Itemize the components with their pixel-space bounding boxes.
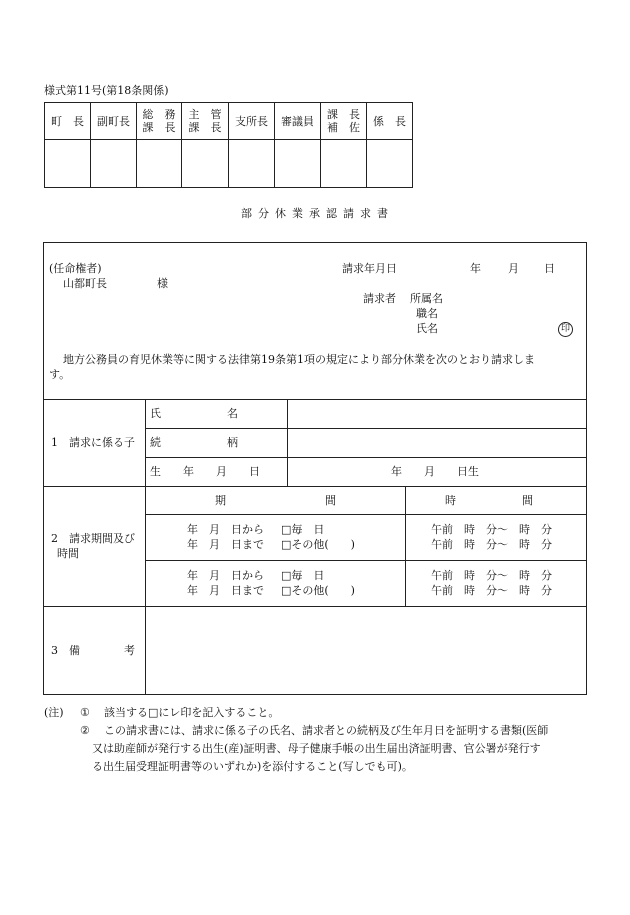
period2-from[interactable]: 年 月 日から — [187, 569, 264, 582]
request-date-day[interactable]: 日 — [544, 262, 555, 275]
approval-header-shingiin: 審議員 — [275, 103, 321, 140]
child-name-field[interactable] — [289, 401, 585, 427]
request-date-label: 請求年月日 — [342, 262, 397, 275]
period2-daily-checkbox[interactable]: □毎 日 — [281, 569, 325, 582]
post-label: 職名 — [416, 307, 438, 320]
time-header: 時 間 — [445, 494, 533, 507]
seal-mark-icon: 印 — [558, 322, 573, 337]
child-relation-field[interactable] — [289, 430, 585, 456]
period1-from[interactable]: 年 月 日から — [187, 523, 264, 536]
section3-title: 3 備 考 — [51, 644, 135, 657]
period1-time1[interactable]: 午前 時 分～ 時 分 — [431, 523, 552, 536]
child-relation-label: 続 柄 — [150, 436, 238, 449]
stamp-box-shukan[interactable] — [182, 140, 229, 188]
stamp-box-shishocho[interactable] — [229, 140, 275, 188]
divider-s1-b — [145, 457, 587, 458]
child-name-label: 氏 名 — [150, 407, 238, 420]
period2-to[interactable]: 年 月 日まで — [187, 584, 264, 597]
vline-s1-value — [287, 399, 288, 486]
child-birth-label: 生 年 月 日 — [150, 465, 260, 478]
approval-header-choucho: 町 長 — [45, 103, 91, 140]
period1-other-checkbox[interactable]: □その他( ) — [281, 538, 355, 551]
stamp-box-kakaricho[interactable] — [367, 140, 413, 188]
divider-s1-end — [43, 486, 587, 487]
period2-other-checkbox[interactable]: □その他( ) — [281, 584, 355, 597]
approval-header-shukan: 主 管 課 長 — [182, 103, 229, 140]
divider-s2-end — [43, 606, 587, 607]
section2-title: 2 請求期間及び — [51, 532, 135, 545]
section1-title: 1 請求に係る子 — [51, 436, 135, 449]
request-date-month[interactable]: 月 — [508, 262, 519, 275]
period2-time1[interactable]: 午前 時 分～ 時 分 — [431, 569, 552, 582]
period-header: 期 間 — [215, 494, 336, 507]
vline-label-col — [145, 399, 146, 695]
section2-title-cont: 時間 — [57, 547, 79, 560]
period1-time2[interactable]: 午前 時 分～ 時 分 — [431, 538, 552, 551]
note2-text-cont2: る出生届受理証明書等のいずれか)を添付すること(写しでも可)。 — [92, 760, 413, 773]
requester-label: 請求者 — [363, 292, 396, 305]
approval-header-kakaricho: 係 長 — [367, 103, 413, 140]
form-number: 様式第11号(第18条関係) — [44, 84, 169, 97]
affiliation-label: 所属名 — [410, 292, 443, 305]
stamp-box-fukuchoucho[interactable] — [91, 140, 137, 188]
vline-s2-time — [405, 486, 406, 606]
note2-number: ② — [80, 724, 90, 737]
note2-text: この請求書には、請求に係る子の氏名、請求者との続柄及び生年月日を証明する書類(医師 — [104, 724, 549, 737]
notes-label: (注) — [44, 706, 64, 719]
divider-s2-row — [145, 560, 587, 561]
approval-header-soumu: 総 務 課 長 — [137, 103, 182, 140]
approval-stamp-table — [44, 102, 413, 188]
stamp-box-soumu[interactable] — [137, 140, 182, 188]
note1-number: ① — [80, 706, 90, 719]
stamp-box-shingiin[interactable] — [275, 140, 321, 188]
addressee-sama: 様 — [157, 277, 168, 290]
remarks-field[interactable] — [147, 608, 585, 693]
stamp-box-kachohosa[interactable] — [321, 140, 367, 188]
divider-header — [43, 399, 587, 400]
stamp-box-choucho[interactable] — [45, 140, 91, 188]
document-title: 部分休業承認請求書 — [241, 207, 394, 220]
divider-s1-a — [145, 428, 587, 429]
addressee: 山都町長 — [63, 277, 107, 290]
divider-s2-header — [145, 514, 587, 515]
approval-header-kachohosa: 課 長 補 佐 — [321, 103, 367, 140]
statement-text: 地方公務員の育児休業等に関する法律第19条第1項の規定により部分休業を次のとおり請求しま — [63, 353, 535, 366]
statement-text-cont: す。 — [49, 368, 71, 381]
name-label: 氏名 — [416, 322, 438, 335]
child-birth-field[interactable]: 年 月 日生 — [391, 465, 479, 478]
period1-daily-checkbox[interactable]: □毎 日 — [281, 523, 325, 536]
period2-time2[interactable]: 午前 時 分～ 時 分 — [431, 584, 552, 597]
note1-text: 該当する□にレ印を記入すること。 — [104, 706, 280, 719]
authority-label: (任命権者) — [49, 262, 102, 275]
note2-text-cont1: 又は助産師が発行する出生(産)証明書、母子健康手帳の出生届出済証明書、官公署が発行す — [92, 742, 541, 755]
request-date-year[interactable]: 年 — [470, 262, 481, 275]
approval-header-shishocho: 支所長 — [229, 103, 275, 140]
period1-to[interactable]: 年 月 日まで — [187, 538, 264, 551]
approval-header-fukuchoucho: 副町長 — [91, 103, 137, 140]
